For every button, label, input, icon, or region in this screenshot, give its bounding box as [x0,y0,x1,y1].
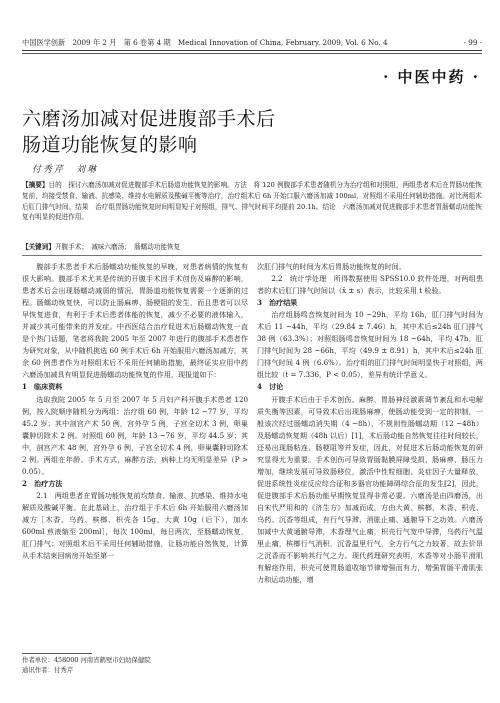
authors: 付秀芹 刘琳 [32,165,99,175]
section-heading-discussion: 4 讨论 [257,382,284,392]
method-paragraph: 2.1 两组患者在胃肠功能恢复前均禁食、输液、抗感染、维持水电解质及酸碱平衡。在此基础上，治疗组于手术后 6h 开始服用六磨汤加减方［木香、乌药、槟榔、枳壳各 15g，大黄 10g（后下），加水 600ml 煎液缩至 200ml］，每次 100ml，每日两次，至肠蠕动恢复，肛门排气；对照组术后不采用任何辅助措施，让肠功能自然恢复，计算从手术结束回病房开始至第一 [22,490,248,561]
abstract-label: 【摘要】 [22,181,49,189]
page-number: · 99 · [463,38,482,47]
discussion-paragraph: 开腹手术后由于手术创伤、麻醉、胃肠神经激素调节紊乱和水电解质失衡等因素，可导致术后出现肠麻痹，使肠动能受到一定的抑制，一般该次经过肠蠕动消失期（4 ~8h），不规则性肠蠕动期（12 ~48h）及肠蠕动恢复期（48h 以后）[1]，术后肠动能自然恢复往往时间较长，还易出现肠粘连、肠梗阻等并发症，因此，对促进术后肠动能恢复的研究显得尤为重要。手术创伤可导致胃肠黏膜屏障受损、肠麻痹、肠压力增加，继续发展可导致肠移位，激活中性粒细胞、炎症因子大量释放，促进系统性炎症反应综合征和多器官功能障碍综合征的发生[2]，因此，促进腹部手术后肠功能早期恢复显得非常必要。六磨汤是由四磨汤，出自宋代严用和的《济生方》加减而成，方由大黄、槟榔、木香、枳壳、乌药、沉香等组成，有行气导滞、消胀止痛、通腑导下之功效。六磨汤加减中大黄通腑导滞，木香理气止痛，枳壳行气宽中导滞，乌药行气温里止痛，槟榔行气消积，沉香温里行气，全方行气之力较著，故去价昂之沉香而不影响其行气之力。现代药理研究表明，木香等对小肠平滑肌有解痉作用，枳壳可使胃肠道收缩节律增强而有力，增强胃肠平滑肌张力和运动功能，增 [257,394,483,585]
right-column [257,261,483,586]
running-header [22,38,482,48]
corresponding-author: 通讯作者：付秀芹 [22,665,74,674]
section-heading-clinical: 1 临床资料 [22,382,63,392]
results-paragraph: 治疗组肠鸣音恢复时间为 10 ~29h，平均 16h，肛门排气时间为术后 11 ~44h，平均（29.84 ± 7.46）h，其中术后≤24h 肛门排气 38 例（63.3%）；对照组肠鸣音恢复时间为 18 ~64h，平均 47h，肛门排气时间为 28 ~66h，平均（49.9 ± 8.91）h，其中术后≤24h 肛门排气时间 4 例（6.6%）。治疗组的肛门排气时间明显快于对照组，两组比较（t = 7.336，P < 0.05），差异有统计学意义。 [257,310,483,380]
abstract-divider [22,255,482,256]
keywords [22,241,482,251]
section-heading-results: 3 治疗结果 [257,298,298,308]
title-line-1: 六磨汤加减对促进腹部手术后 [22,108,276,130]
section-tag: · 中医中药 · [383,68,480,86]
article-title [22,106,276,158]
keywords-label: 【关键词】 [22,243,55,251]
left-column [22,261,248,562]
footnote-rule [22,653,92,654]
method-continued: 次肛门排气的时间为术后胃肠功能恢复的时间。 [257,262,406,271]
statistics-paragraph: 2.2 统计学处理 所得数据使用 SPSS10.0 软件处理，对两组患者的术后肛门排气时间以（x̄ ± s）表示，比较采用 t 检验。 [257,274,483,296]
journal-info: 中国医学创新 2009 年 2 月 第 6 卷第 4 期 Medical Innovation of China, February. 2009, Vol. 6 No. 4 [22,38,388,47]
keywords-text: 开腹手术； 减味六磨汤； 肠蠕动功能恢复 [54,243,181,251]
section-heading-method: 2 治疗方法 [22,478,63,488]
author-unit: 作者单位：458000 河南省鹤壁市妇幼保健院 [22,656,151,664]
abstract [22,180,482,223]
title-line-2: 肠道功能恢复的影响 [22,134,198,156]
header-rule [22,50,482,51]
abstract-text: 目的 探讨六磨汤加减对促进腹部手术后肠道功能恢复的影响。方法 将 120 例腹部手术患者随机分为治疗组和对照组，两组患者术后在胃肠功能恢复前，均接受禁食、输液、抗感染、维持水电解质及酸碱平衡等治疗，治疗组术后 6h 开始口服六磨汤加减 100ml，对照组不采用任何辅助措施。对比两组术后肛门排气时间。结果 治疗组胃肠功能恢复时间明显短于对照组，排气、排气时间平均提前 20.1h。结论 六磨汤加减对促进腹部手术患者胃肠蠕动功能恢复有明显的促进作用。 [22,181,483,222]
clinical-paragraph: 选取我院 2005 年 5 月至 2007 年 5 月妇产科开腹手术患者 120 例，按入院顺序随机分为两组：治疗组 60 例，年龄 12 ~77 岁，平均 45.2 岁；其中剖宫产术 50 例，宫外孕 5 例，子宫全切术 3 例，卵巢囊肿切除术 2 例。对照组 60 例，年龄 13 ~76 岁，平均 44.5 岁；其中，剖宫产术 48 例，宫外孕 6 例，子宫全切术 4 例，卵巢囊肿切除术 2 例。两组在年龄、手术方式，麻醉方法，病种上均无明显差异（P > 0.05）。 [22,394,248,476]
header-rule-thin [22,53,482,54]
intro-paragraph: 腹部手术患者手术后肠蠕动功能恢复的早晚，对患者病情的恢复有很大影响。腹部手术尤其是传统的开腹手术因手术创伤及麻醉的影响，患者术后会出现肠蠕动减弱的情况，胃肠道功能恢复需要一个逐渐的过程。肠蠕动恢复快，可以防止肠麻痹、肠梗阻的发生，而且患者可以尽早恢复进食，有利于手术后患者体能的恢复，减少不必要的液体输入，并减少其可能带来的并发症。中西医结合治疗促进术后肠蠕动恢复一直是个热门话题，笔者将我院 2005 年至 2007 年进行的腹部手术患者作为研究对象，从中随机挑选 60 例手术后 6h 开始服用六磨汤加减方，其余 60 例患者作为对照组术后不采用任何辅助措施，最终证实应用中药六磨汤加减具有明显促进肠蠕动功能恢复的作用，现报道如下： [22,262,248,380]
footnote [22,656,248,675]
